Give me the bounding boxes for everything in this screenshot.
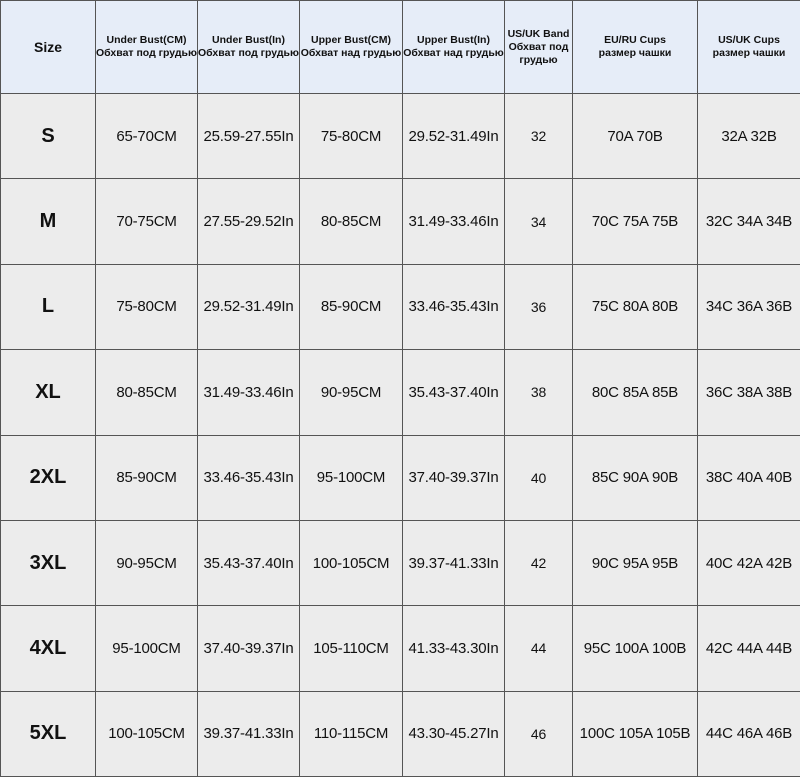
- us-uk-cups-cell: 40C 42A 42B: [698, 520, 800, 605]
- header-label-line: Обхват под грудью: [198, 47, 299, 59]
- us-uk-band-cell: 44: [505, 606, 573, 691]
- us-uk-cups-cell: 44C 46A 46B: [698, 691, 800, 776]
- under-bust-in-cell: 33.46-35.43In: [198, 435, 300, 520]
- upper-bust-in-cell: 39.37-41.33In: [403, 520, 505, 605]
- header-under-bust-in: [198, 1, 300, 94]
- upper-bust-cm-cell: 95-100CM: [300, 435, 403, 520]
- under-bust-cm-cell: 65-70CM: [96, 94, 198, 179]
- under-bust-in-cell: 39.37-41.33In: [198, 691, 300, 776]
- under-bust-cm-cell: 75-80CM: [96, 264, 198, 349]
- us-uk-band-cell: 38: [505, 350, 573, 435]
- header-label-line: Upper Bust(CM): [311, 34, 391, 46]
- eu-ru-cups-cell: 70C 75A 75B: [573, 179, 698, 264]
- table-row: [1, 520, 800, 605]
- size-cell: 3XL: [1, 520, 96, 605]
- header-label-line: Size: [33, 38, 62, 55]
- table-header: [1, 1, 800, 94]
- us-uk-cups-cell: 38C 40A 40B: [698, 435, 800, 520]
- upper-bust-in-cell: 37.40-39.37In: [403, 435, 505, 520]
- eu-ru-cups-cell: 95C 100A 100B: [573, 606, 698, 691]
- header-label-line: Under Bust(CM): [106, 34, 187, 46]
- header-us-uk-band: [505, 1, 573, 94]
- under-bust-cm-cell: 70-75CM: [96, 179, 198, 264]
- size-cell: M: [1, 179, 96, 264]
- header-label-line: Обхват под грудью: [96, 47, 197, 59]
- eu-ru-cups-cell: 80C 85A 85B: [573, 350, 698, 435]
- under-bust-in-cell: 27.55-29.52In: [198, 179, 300, 264]
- table-body: [1, 94, 800, 777]
- under-bust-in-cell: 25.59-27.55In: [198, 94, 300, 179]
- us-uk-band-cell: 46: [505, 691, 573, 776]
- header-under-bust-cm: [96, 1, 198, 94]
- eu-ru-cups-cell: 85C 90A 90B: [573, 435, 698, 520]
- us-uk-cups-cell: 42C 44A 44B: [698, 606, 800, 691]
- us-uk-band-cell: 40: [505, 435, 573, 520]
- upper-bust-cm-cell: 90-95CM: [300, 350, 403, 435]
- size-cell: 4XL: [1, 606, 96, 691]
- size-cell: L: [1, 264, 96, 349]
- under-bust-in-cell: 31.49-33.46In: [198, 350, 300, 435]
- table-row: [1, 691, 800, 776]
- us-uk-band-cell: 42: [505, 520, 573, 605]
- header-label-line: грудью: [519, 53, 558, 66]
- table-row: [1, 264, 800, 349]
- under-bust-in-cell: 35.43-37.40In: [198, 520, 300, 605]
- table-row: [1, 606, 800, 691]
- upper-bust-in-cell: 29.52-31.49In: [403, 94, 505, 179]
- us-uk-cups-cell: 32A 32B: [698, 94, 800, 179]
- upper-bust-in-cell: 41.33-43.30In: [403, 606, 505, 691]
- upper-bust-cm-cell: 75-80CM: [300, 94, 403, 179]
- upper-bust-cm-cell: 80-85CM: [300, 179, 403, 264]
- upper-bust-in-cell: 35.43-37.40In: [403, 350, 505, 435]
- upper-bust-in-cell: 31.49-33.46In: [403, 179, 505, 264]
- upper-bust-in-cell: 43.30-45.27In: [403, 691, 505, 776]
- header-us-uk-cups: [698, 1, 800, 94]
- header-label-line: Обхват над грудью: [403, 47, 504, 59]
- us-uk-cups-cell: 36C 38A 38B: [698, 350, 800, 435]
- header-upper-bust-cm: [300, 1, 403, 94]
- size-cell: S: [1, 94, 96, 179]
- header-label-line: EU/RU Cups: [604, 34, 666, 46]
- upper-bust-cm-cell: 105-110CM: [300, 606, 403, 691]
- header-label-line: US/UK Band: [507, 27, 570, 40]
- header-label-line: размер чашки: [712, 47, 786, 59]
- header-upper-bust-in: [403, 1, 505, 94]
- us-uk-cups-cell: 34C 36A 36B: [698, 264, 800, 349]
- under-bust-in-cell: 37.40-39.37In: [198, 606, 300, 691]
- header-eu-ru-cups: [573, 1, 698, 94]
- us-uk-band-cell: 32: [505, 94, 573, 179]
- header-size: [1, 1, 96, 94]
- table-row: [1, 435, 800, 520]
- table-row: [1, 179, 800, 264]
- under-bust-cm-cell: 90-95CM: [96, 520, 198, 605]
- header-label-line: размер чашки: [598, 47, 672, 59]
- under-bust-in-cell: 29.52-31.49In: [198, 264, 300, 349]
- under-bust-cm-cell: 80-85CM: [96, 350, 198, 435]
- under-bust-cm-cell: 100-105CM: [96, 691, 198, 776]
- header-label-line: Обхват над грудью: [300, 47, 402, 59]
- upper-bust-cm-cell: 85-90CM: [300, 264, 403, 349]
- us-uk-band-cell: 34: [505, 179, 573, 264]
- table-row: [1, 350, 800, 435]
- eu-ru-cups-cell: 75C 80A 80B: [573, 264, 698, 349]
- header-label-line: US/UK Cups: [718, 34, 780, 46]
- table-row: [1, 94, 800, 179]
- header-label-line: Обхват под: [508, 40, 569, 53]
- under-bust-cm-cell: 95-100CM: [96, 606, 198, 691]
- us-uk-band-cell: 36: [505, 264, 573, 349]
- header-label-line: Upper Bust(In): [417, 34, 490, 46]
- eu-ru-cups-cell: 90C 95A 95B: [573, 520, 698, 605]
- eu-ru-cups-cell: 100C 105A 105B: [573, 691, 698, 776]
- upper-bust-in-cell: 33.46-35.43In: [403, 264, 505, 349]
- size-cell: 5XL: [1, 691, 96, 776]
- header-label-line: Under Bust(In): [212, 34, 285, 46]
- header-row: [1, 1, 800, 94]
- upper-bust-cm-cell: 110-115CM: [300, 691, 403, 776]
- upper-bust-cm-cell: 100-105CM: [300, 520, 403, 605]
- size-cell: 2XL: [1, 435, 96, 520]
- us-uk-cups-cell: 32C 34A 34B: [698, 179, 800, 264]
- under-bust-cm-cell: 85-90CM: [96, 435, 198, 520]
- size-cell: XL: [1, 350, 96, 435]
- eu-ru-cups-cell: 70A 70B: [573, 94, 698, 179]
